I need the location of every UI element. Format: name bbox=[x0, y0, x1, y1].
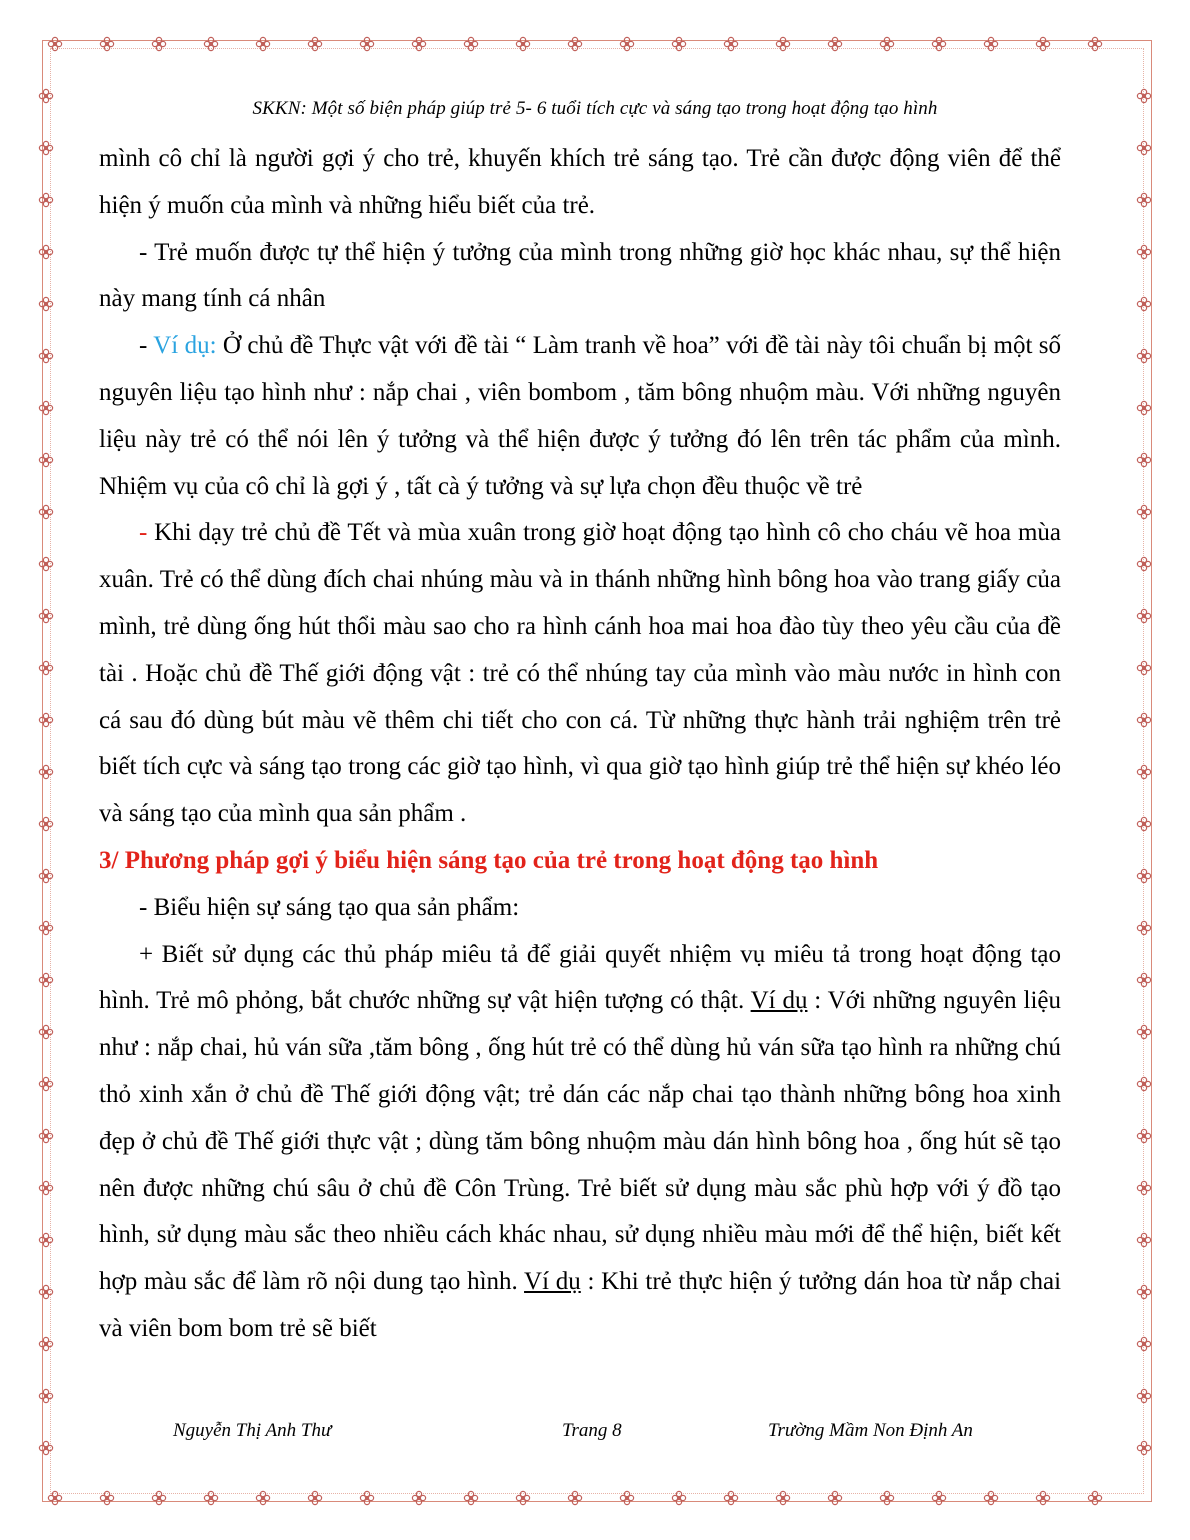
footer-page-number: Trang 8 bbox=[562, 1420, 622, 1441]
section-heading: 3/ Phương pháp gợi ý biểu hiện sáng tạo của trẻ trong hoạt động tạo hình bbox=[99, 846, 879, 874]
paragraph-3 bbox=[99, 323, 1061, 510]
paragraph-5: - Biểu hiện sự sáng tạo qua sản phẩm: bbox=[139, 893, 520, 921]
footer-school: Trường Mầm Non Định An bbox=[768, 1420, 973, 1441]
paragraph-4-dash: - bbox=[139, 519, 148, 547]
footer-author: Nguyễn Thị Anh Thư bbox=[173, 1420, 332, 1441]
example-label: Ví dụ: bbox=[153, 332, 217, 360]
paragraph-6 bbox=[99, 932, 1061, 1353]
paragraph-3-prefix: - bbox=[139, 332, 154, 360]
document-body bbox=[99, 136, 1061, 1353]
paragraph-6-part-c: : Khi trẻ thực hiện ý tưởng dán hoa từ nắp chai và viên bom bom trẻ sẽ biết bbox=[99, 1268, 1062, 1342]
paragraph-6-part-b: : Với những nguyên liệu như : nắp chai, hủ ván sữa ,tăm bông , ống hút trẻ có thể dùng hủ ván sữa tạo hình ra những chú thỏ xinh xắn ở chủ đề Thế giới động vật; trẻ dán các nắp chai tạo thành những bông hoa xinh đẹp ở chủ đề Thế giới thực vật ; dùng tăm bông nhuộm màu dán hình bông hoa , ống hút sẽ tạo nên được những chú sâu ở chủ đề Côn Trùng. Trẻ biết sử dụng màu sắc phù hợp với ý đồ tạo hình, sử dụng màu sắc theo nhiều cách khác nhau, sử dụng nhiều màu mới để thể hiện, biết kết hợp màu sắc để làm rõ nội dung tạo hình. bbox=[99, 987, 1061, 1296]
paragraph-2: - Trẻ muốn được tự thể hiện ý tưởng của mình trong những giờ học khác nhau, sự thể hiện này mang tính cá nhân bbox=[99, 238, 1061, 313]
page-header: SKKN: Một số biện pháp giúp trẻ 5- 6 tuổi tích cực và sáng tạo trong hoạt động tạo hình bbox=[252, 98, 938, 119]
example-label-underlined-2: Ví dụ bbox=[524, 1268, 581, 1296]
paragraph-4 bbox=[99, 510, 1061, 838]
paragraph-4-text: Khi dạy trẻ chủ đề Tết và mùa xuân trong giờ hoạt động tạo hình cô cho cháu vẽ hoa mùa xuân. Trẻ có thể dùng đích chai nhúng màu và in thánh những hình bông hoa vào trang giấy của mình, trẻ dùng ống hút thổi màu sao cho ra hình cánh hoa mai hoa đào tùy theo yêu cầu của đề tài . Hoặc chủ đề Thế giới động vật : trẻ có thể nhúng tay của mình vào màu nước in hình con cá sau đó dùng bút màu vẽ thêm chi tiết cho con cá. Từ những thực hành trải nghiệm trên trẻ biết tích cực và sáng tạo trong các giờ tạo hình, vì qua giờ tạo hình giúp trẻ thể hiện sự khéo léo và sáng tạo của mình qua sản phẩm . bbox=[99, 519, 1061, 828]
paragraph-1: mình cô chỉ là người gợi ý cho trẻ, khuyến khích trẻ sáng tạo. Trẻ cần được động viên để thể hiện ý muốn của mình và những hiểu biết của trẻ. bbox=[99, 145, 1061, 219]
paragraph-3-text: Ở chủ đề Thực vật với đề tài “ Làm tranh về hoa” với đề tài này tôi chuẩn bị một số nguyên liệu tạo hình như : nắp chai , viên bombom , tăm bông nhuộm màu. Với những nguyên liệu này trẻ có thể nói lên ý tưởng và thể hiện được ý tưởng đó lên trên tác phẩm của mình. Nhiệm vụ của cô chỉ là gợi ý , tất cà ý tưởng và sự lựa chọn đều thuộc về trẻ bbox=[99, 332, 1061, 500]
paragraph-6-part-a: + Biết sử dụng các thủ pháp miêu tả để giải quyết nhiệm vụ miêu tả trong hoạt động tạo hình. Trẻ mô phỏng, bắt chước những sự vật hiện tượng có thật. bbox=[99, 940, 1061, 1015]
example-label-underlined-1: Ví dụ bbox=[750, 987, 808, 1015]
